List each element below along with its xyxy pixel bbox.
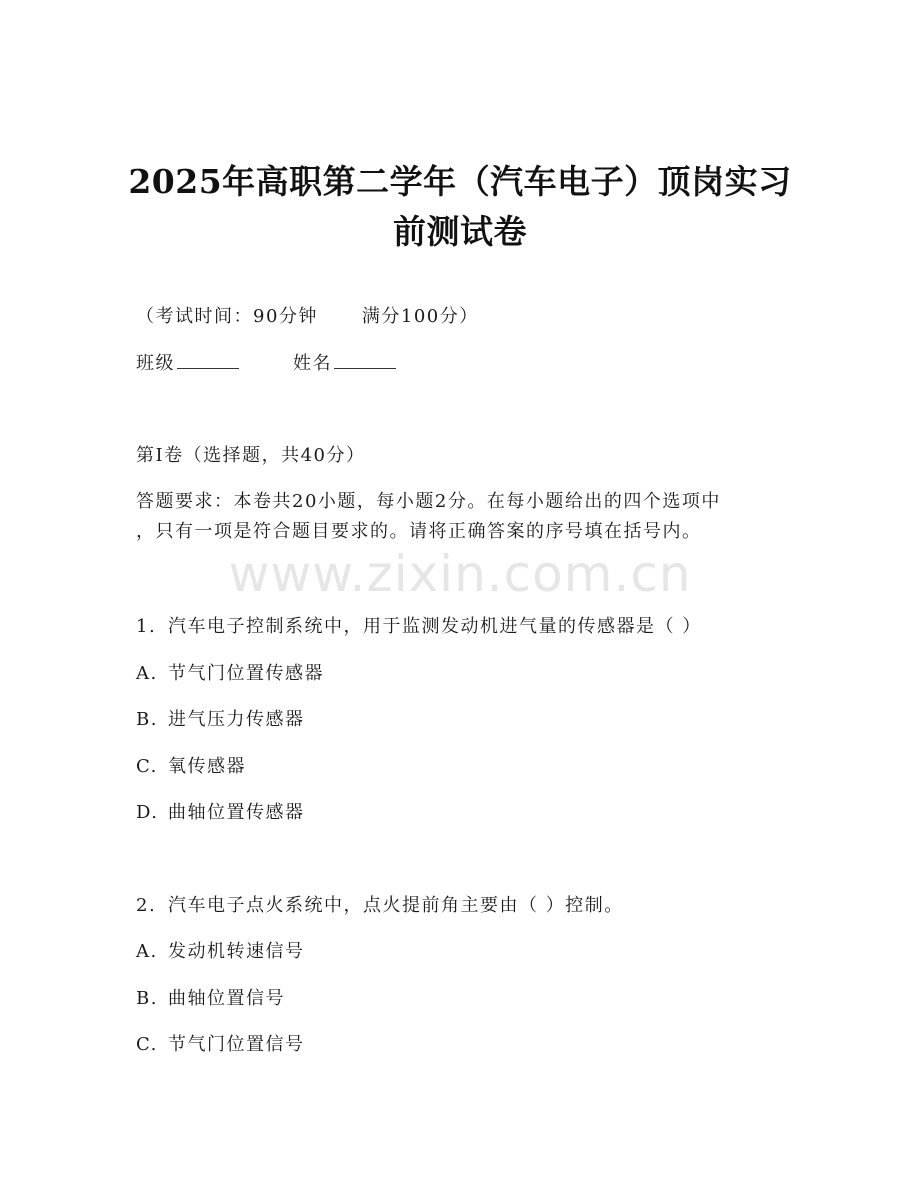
option-letter: B. — [136, 709, 158, 730]
section-heading: 第I卷（选择题，共40分） — [136, 445, 366, 466]
question-2-option-b[interactable] — [136, 984, 285, 1010]
watermark: www.zixin.com.cn — [228, 545, 692, 603]
question-number: 2. — [136, 895, 157, 916]
option-letter: C. — [136, 756, 158, 777]
question-2-stem — [136, 891, 624, 917]
exam-full-score: 满分100分） — [361, 306, 479, 327]
question-1-option-d[interactable] — [136, 798, 305, 824]
document-title-line1: 2025年高职第二学年（汽车电子）顶岗实习 — [128, 162, 792, 201]
option-text: 进气压力传感器 — [168, 709, 305, 730]
option-letter: C. — [136, 1034, 158, 1055]
option-text: 节气门位置信号 — [168, 1034, 305, 1055]
student-info — [136, 349, 396, 375]
instructions-line1: 答题要求：本卷共20小题，每小题2分。在每小题给出的四个选项中 — [136, 491, 721, 512]
document-title-line2: 前测试卷 — [393, 212, 527, 251]
option-text: 节气门位置传感器 — [168, 663, 324, 684]
question-2-option-a[interactable] — [136, 937, 305, 963]
class-label: 班级 — [136, 353, 175, 374]
question-2-option-c[interactable] — [136, 1030, 305, 1056]
name-label: 姓名 — [293, 353, 332, 374]
name-blank[interactable] — [334, 352, 396, 369]
question-1-option-c[interactable] — [136, 752, 246, 778]
option-letter: A. — [136, 663, 158, 684]
instructions-line2: ，只有一项是符合题目要求的。请将正确答案的序号填在括号内。 — [136, 521, 702, 542]
question-1-option-b[interactable] — [136, 705, 305, 731]
question-text: 汽车电子点火系统中，点火提前角主要由（ ）控制。 — [168, 895, 624, 916]
exam-info — [136, 302, 479, 328]
option-letter: B. — [136, 988, 158, 1009]
class-blank[interactable] — [177, 352, 239, 369]
question-1-option-a[interactable] — [136, 659, 324, 685]
option-letter: D. — [136, 802, 159, 823]
option-text: 曲轴位置传感器 — [168, 802, 305, 823]
option-text: 氧传感器 — [168, 756, 246, 777]
question-number: 1. — [136, 616, 157, 637]
option-letter: A. — [136, 941, 158, 962]
exam-time: （考试时间：90分钟 — [136, 306, 318, 327]
question-1-stem — [136, 612, 702, 638]
option-text: 曲轴位置信号 — [168, 988, 285, 1009]
option-text: 发动机转速信号 — [168, 941, 305, 962]
question-text: 汽车电子控制系统中，用于监测发动机进气量的传感器是（ ） — [168, 616, 702, 637]
